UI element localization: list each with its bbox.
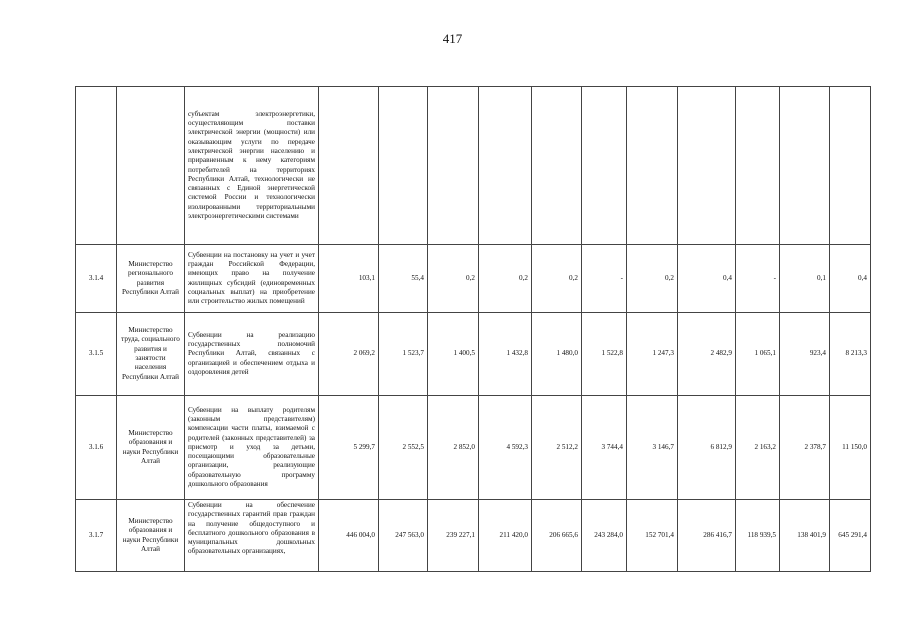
value-cell: 138 401,9 [780,500,830,572]
value-cell: 8 213,3 [830,313,871,396]
ministry-cell: Министерство труда, социального развития и занятости населения Республики Алтай [117,313,185,396]
description-cell: Субвенции на постановку на учет и учет граждан Российской Федерации, имеющих право на получение жилищных субсидий (единовременных социальных выплат) на приобретение или строительство жилых помещений [185,245,319,313]
ministry-cell: Министерство образования и науки Республики Алтай [117,500,185,572]
description-cell: Субвенции на выплату родителям (законным представителям) компенсации части платы, взимаемой с родителей (законных представителей) за присмотр и уход за детьми, посещающими образовательные организации, реализующие образовательную программу дошкольного образования [185,396,319,500]
table-row [76,313,871,396]
value-cell [379,87,428,245]
value-cell [780,87,830,245]
value-cell: 1 432,8 [479,313,532,396]
value-cell [830,87,871,245]
value-cell: 206 665,6 [532,500,582,572]
value-cell: 1 247,3 [627,313,678,396]
row-code-cell: 3.1.4 [76,245,117,313]
row-code-cell: 3.1.6 [76,396,117,500]
ministry-cell [117,87,185,245]
value-cell: 2 552,5 [379,396,428,500]
value-cell: 239 227,1 [428,500,479,572]
value-cell [532,87,582,245]
value-cell: 0,4 [678,245,736,313]
value-cell: 1 523,7 [379,313,428,396]
value-cell: 152 701,4 [627,500,678,572]
value-cell: 3 146,7 [627,396,678,500]
value-cell: 0,2 [627,245,678,313]
value-cell: 2 482,9 [678,313,736,396]
value-cell: 1 400,5 [428,313,479,396]
table-row [76,87,871,245]
value-cell: 11 150,0 [830,396,871,500]
value-cell: - [582,245,627,313]
value-cell: 2 069,2 [319,313,379,396]
row-code-cell [76,87,117,245]
value-cell [736,87,780,245]
description-cell: Субвенции на реализацию государственных полномочий Республики Алтай, связанных с организацией и обеспечением отдыха и оздоровления детей [185,313,319,396]
value-cell: 243 284,0 [582,500,627,572]
value-cell: - [736,245,780,313]
ministry-cell: Министерство образования и науки Республики Алтай [117,396,185,500]
value-cell: 5 299,7 [319,396,379,500]
value-cell: 2 852,0 [428,396,479,500]
value-cell [582,87,627,245]
value-cell: 6 812,9 [678,396,736,500]
value-cell: 2 163,2 [736,396,780,500]
description-cell: субъектам электроэнергетики, осуществляющим поставки электрической энергии (мощности) или оказывающим услуги по передаче электрической энергии населению и приравненным к нему категориям потребителей на территориях Республики Алтай, технологически не связанных с Единой энергетической системой России и технологически изолированными территориальными электроэнергетическими системами [185,87,319,245]
value-cell [678,87,736,245]
value-cell: 286 416,7 [678,500,736,572]
row-code-cell: 3.1.7 [76,500,117,572]
value-cell [428,87,479,245]
value-cell: 4 592,3 [479,396,532,500]
value-cell: 2 512,2 [532,396,582,500]
value-cell: 0,1 [780,245,830,313]
value-cell: 923,4 [780,313,830,396]
value-cell: 0,2 [532,245,582,313]
value-cell: 211 420,0 [479,500,532,572]
value-cell: 55,4 [379,245,428,313]
ministry-cell: Министерство регионального развития Республики Алтай [117,245,185,313]
row-code-cell: 3.1.5 [76,313,117,396]
value-cell: 1 480,0 [532,313,582,396]
value-cell: 446 004,0 [319,500,379,572]
value-cell: 118 939,5 [736,500,780,572]
budget-table [75,86,871,572]
value-cell: 2 378,7 [780,396,830,500]
table-row [76,396,871,500]
value-cell: 103,1 [319,245,379,313]
value-cell [319,87,379,245]
value-cell: 1 522,8 [582,313,627,396]
table-row [76,245,871,313]
table-row [76,500,871,572]
value-cell: 0,2 [428,245,479,313]
value-cell: 645 291,4 [830,500,871,572]
description-cell: Субвенции на обеспечение государственных гарантий прав граждан на получение общедоступного и бесплатного дошкольного образования в муниципальных дошкольных образовательных организациях, [185,500,319,572]
value-cell: 0,4 [830,245,871,313]
value-cell [627,87,678,245]
value-cell: 0,2 [479,245,532,313]
value-cell: 247 563,0 [379,500,428,572]
value-cell: 1 065,1 [736,313,780,396]
value-cell: 3 744,4 [582,396,627,500]
page-number: 417 [442,31,463,46]
value-cell [479,87,532,245]
